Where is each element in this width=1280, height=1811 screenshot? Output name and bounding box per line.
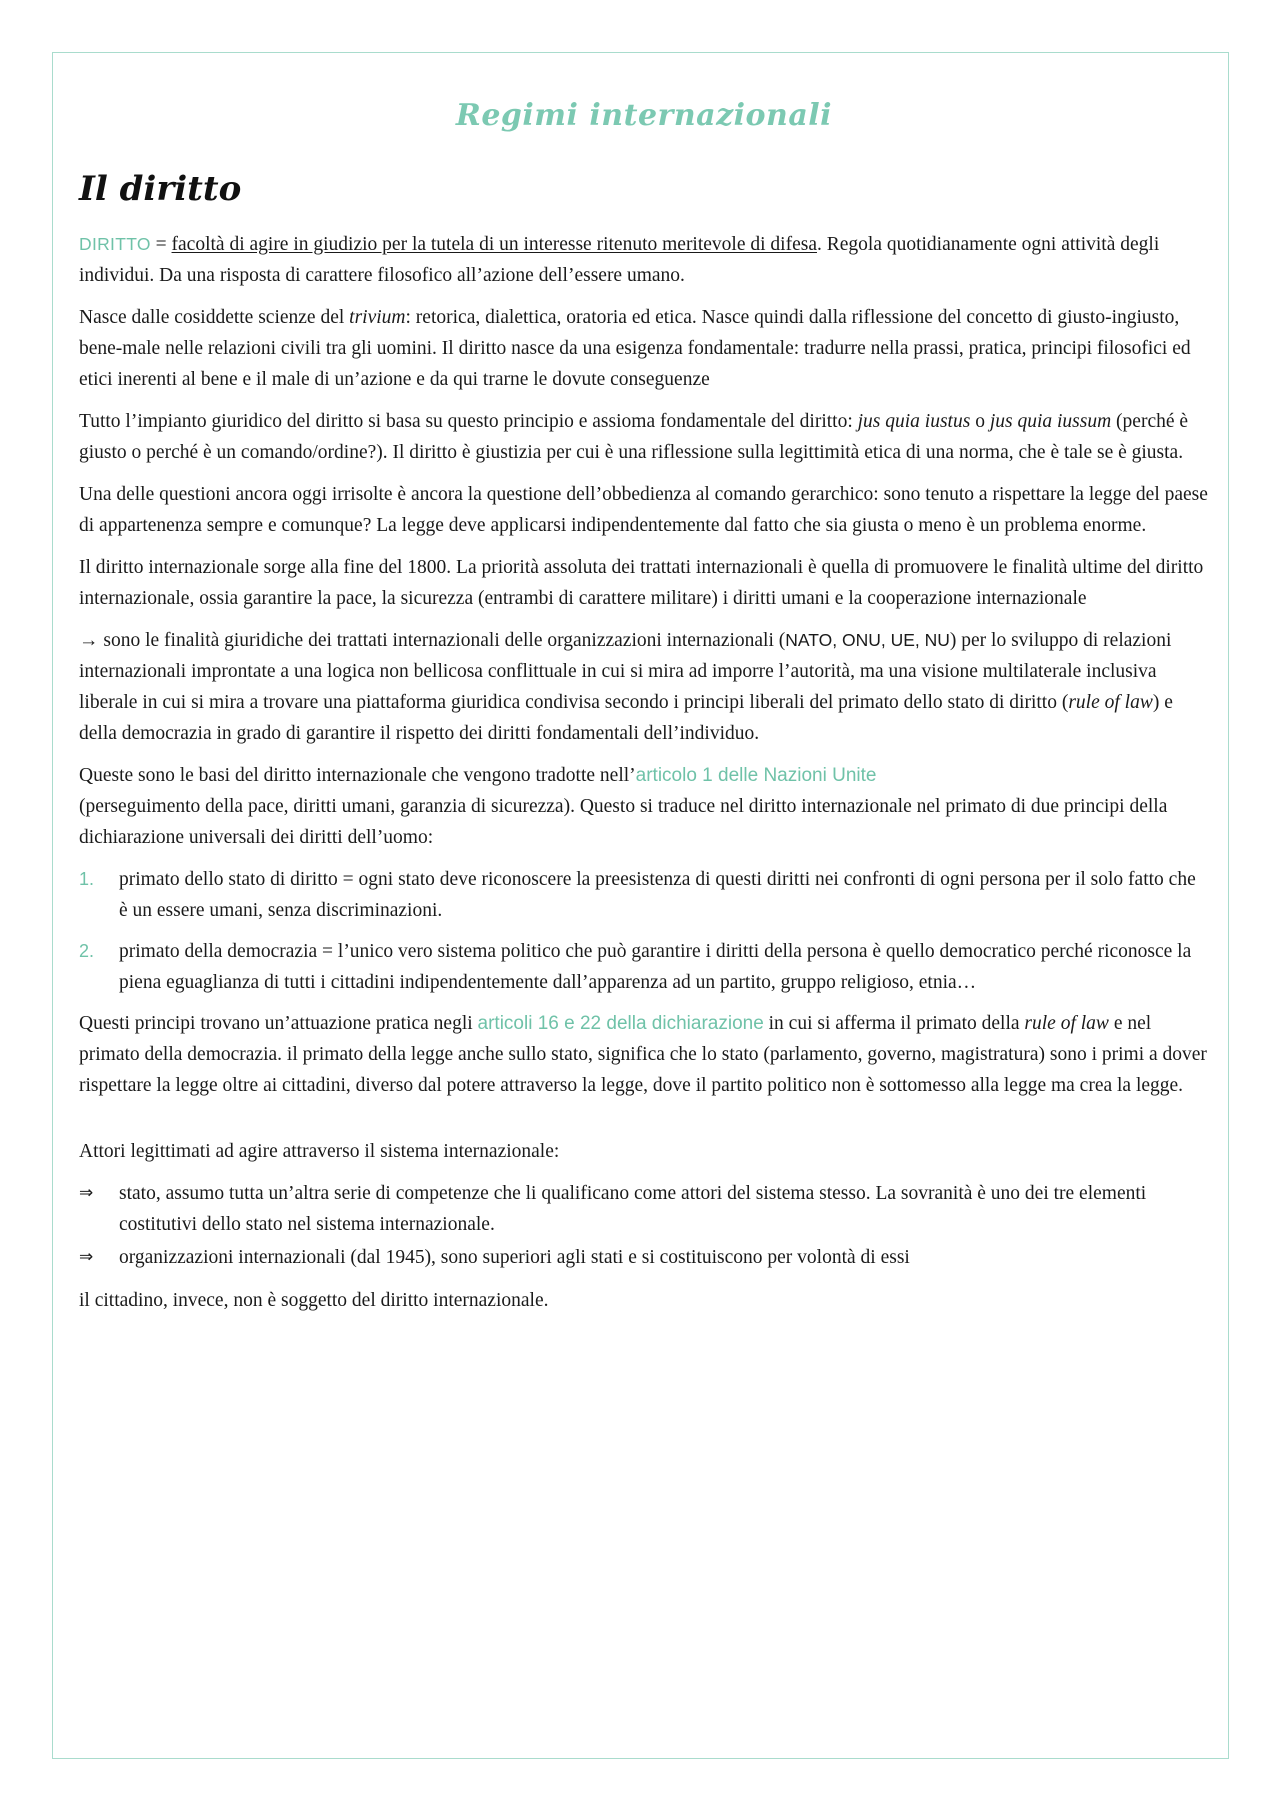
list-item: ⇒ stato, assumo tutta un’altra serie di competenze che li qualificano come attori del sistema stesso. La sovranità è uno dei tre elementi costitutivi dello stato nel sistema internazionale. (79, 1178, 1209, 1240)
link-articolo-1[interactable]: articolo 1 delle Nazioni Unite (635, 765, 877, 786)
paragraph-attori: Attori legittimati ad agire attraverso il sistema internazionale: (79, 1141, 560, 1162)
document-body (79, 80, 1209, 1327)
paragraph-jus-quia: Tutto l’impianto giuridico del diritto si basa su questo principio e assioma fondamentale del diritto: jus quia iustus o jus quia iussum (perché è giusto o perché è un comando/ordine?). Il diritto è giustizia per cui è una riflessione sulla legittimità etica di una norma, che è tale se è giusta. (79, 411, 1189, 463)
list-item: 2. primato della democrazia = l’unico vero sistema politico che può garantire i diritti della persona è quello democratico perché riconosce la piena eguaglianza di tutti i cittadini indipendentemente dall’apparenza ad un partito, gruppo religioso, etnia… (79, 941, 1192, 993)
numbered-list (79, 864, 1209, 998)
paragraph-articoli-16-22: Questi principi trovano un’attuazione pratica negli articoli 16 e 22 della dichiarazione in cui si afferma il primato della rule of law e nel primato della democrazia. il primato della legge anche sullo stato, significa che lo stato (parlamento, governo, magistratura) sono i primi a dover rispettare la legge oltre ai cittadini, diverso dal potere attraverso la legge, dove il partito politico non è sottomesso alla legge ma crea la legge. (79, 1013, 1207, 1096)
link-articoli-16-22[interactable]: articoli 16 e 22 della dichiarazione (477, 1013, 764, 1034)
list-item: 1. primato dello stato di diritto = ogni stato deve riconoscere la preesistenza di questi diritti nei confronti di ogni persona per il solo fatto che è un essere umani, senza discriminazioni. (79, 869, 1196, 921)
paragraph-diritto-internazionale: Il diritto internazionale sorge alla fine del 1800. La priorità assoluta dei trattati internazionali è quella di promuovere le finalità ultime del diritto internazionale, ossia garantire la pace, la sicurezza (entrambi di carattere militare) i diritti umani e la cooperazione internazionale (79, 557, 1204, 609)
spacer (79, 1112, 1209, 1136)
term-label: DIRITTO (79, 234, 151, 254)
paragraph-cittadino: il cittadino, invece, non è soggetto del diritto internazionale. (79, 1290, 549, 1311)
arrow-icon: ⇒ (79, 1183, 94, 1203)
list-item: ⇒ organizzazioni internazionali (dal 1945), sono superiori agli stati e si costituiscono per volontà di essi (79, 1242, 1209, 1273)
page-title: Regimi internazionali (455, 98, 833, 133)
paragraph-finalita: → sono le finalità giuridiche dei trattati internazionali delle organizzazioni internazionali (NATO, ONU, UE, NU) per lo sviluppo di relazioni internazionali improntate a una logica non bellicosa conflittuale in cui si mira ad imporre l’autorità, ma una visione multilaterale inclusiva liberale in cui si mira a trovare una piattaforma giuridica condivisa secondo i principi liberali del primato dello stato di diritto (rule of law) e della democrazia in grado di garantire il rispetto dei diritti fondamentali dell’individuo. (79, 630, 1173, 744)
paragraph-trivium: Nasce dalle cosiddette scienze del trivium: retorica, dialettica, oratoria ed etica. Nasce quindi dalla riflessione del concetto di giusto-ingiusto, bene-male nelle relazioni civili tra gli uomini. Il diritto nasce da una esigenza fondamentale: tradurre nella prassi, pratica, principi filosofici ed etici inerenti al bene e il male di un’azione e da qui trarne le dovute conseguenze (79, 307, 1191, 390)
definition-text: facoltà di agire in giudizio per la tutela di un interesse ritenuto meritevole di difesa (171, 234, 817, 255)
paragraph-definition: DIRITTO = facoltà di agire in giudizio per la tutela di un interesse ritenuto meritevole di difesa. Regola quotidianamente ogni attività degli individui. Da una risposta di carattere filosofico all’azione dell’essere umano. (79, 234, 1160, 286)
arrow-list (79, 1178, 1209, 1273)
paragraph-obbedienza: Una delle questioni ancora oggi irrisolte è ancora la questione dell’obbedienza al comando gerarchico: sono tenuto a rispettare la legge del paese di appartenenza sempre e comunque? La legge deve applicarsi indipendentemente dal fatto che sia giusta o meno è un problema enorme. (79, 484, 1208, 536)
organizations-list: NATO, ONU, UE, NU (785, 630, 950, 650)
arrow-icon: ⇒ (79, 1247, 94, 1267)
paragraph-articolo-1: Queste sono le basi del diritto internazionale che vengono tradotte nell’articolo 1 delle Nazioni Unite (perseguimento della pace, diritti umani, garanzia di sicurezza). Questo si traduce nel diritto internazionale nel primato di due principi della dichiarazione universali dei diritti dell’uomo: (79, 765, 1168, 848)
section-title: Il diritto (79, 169, 242, 209)
